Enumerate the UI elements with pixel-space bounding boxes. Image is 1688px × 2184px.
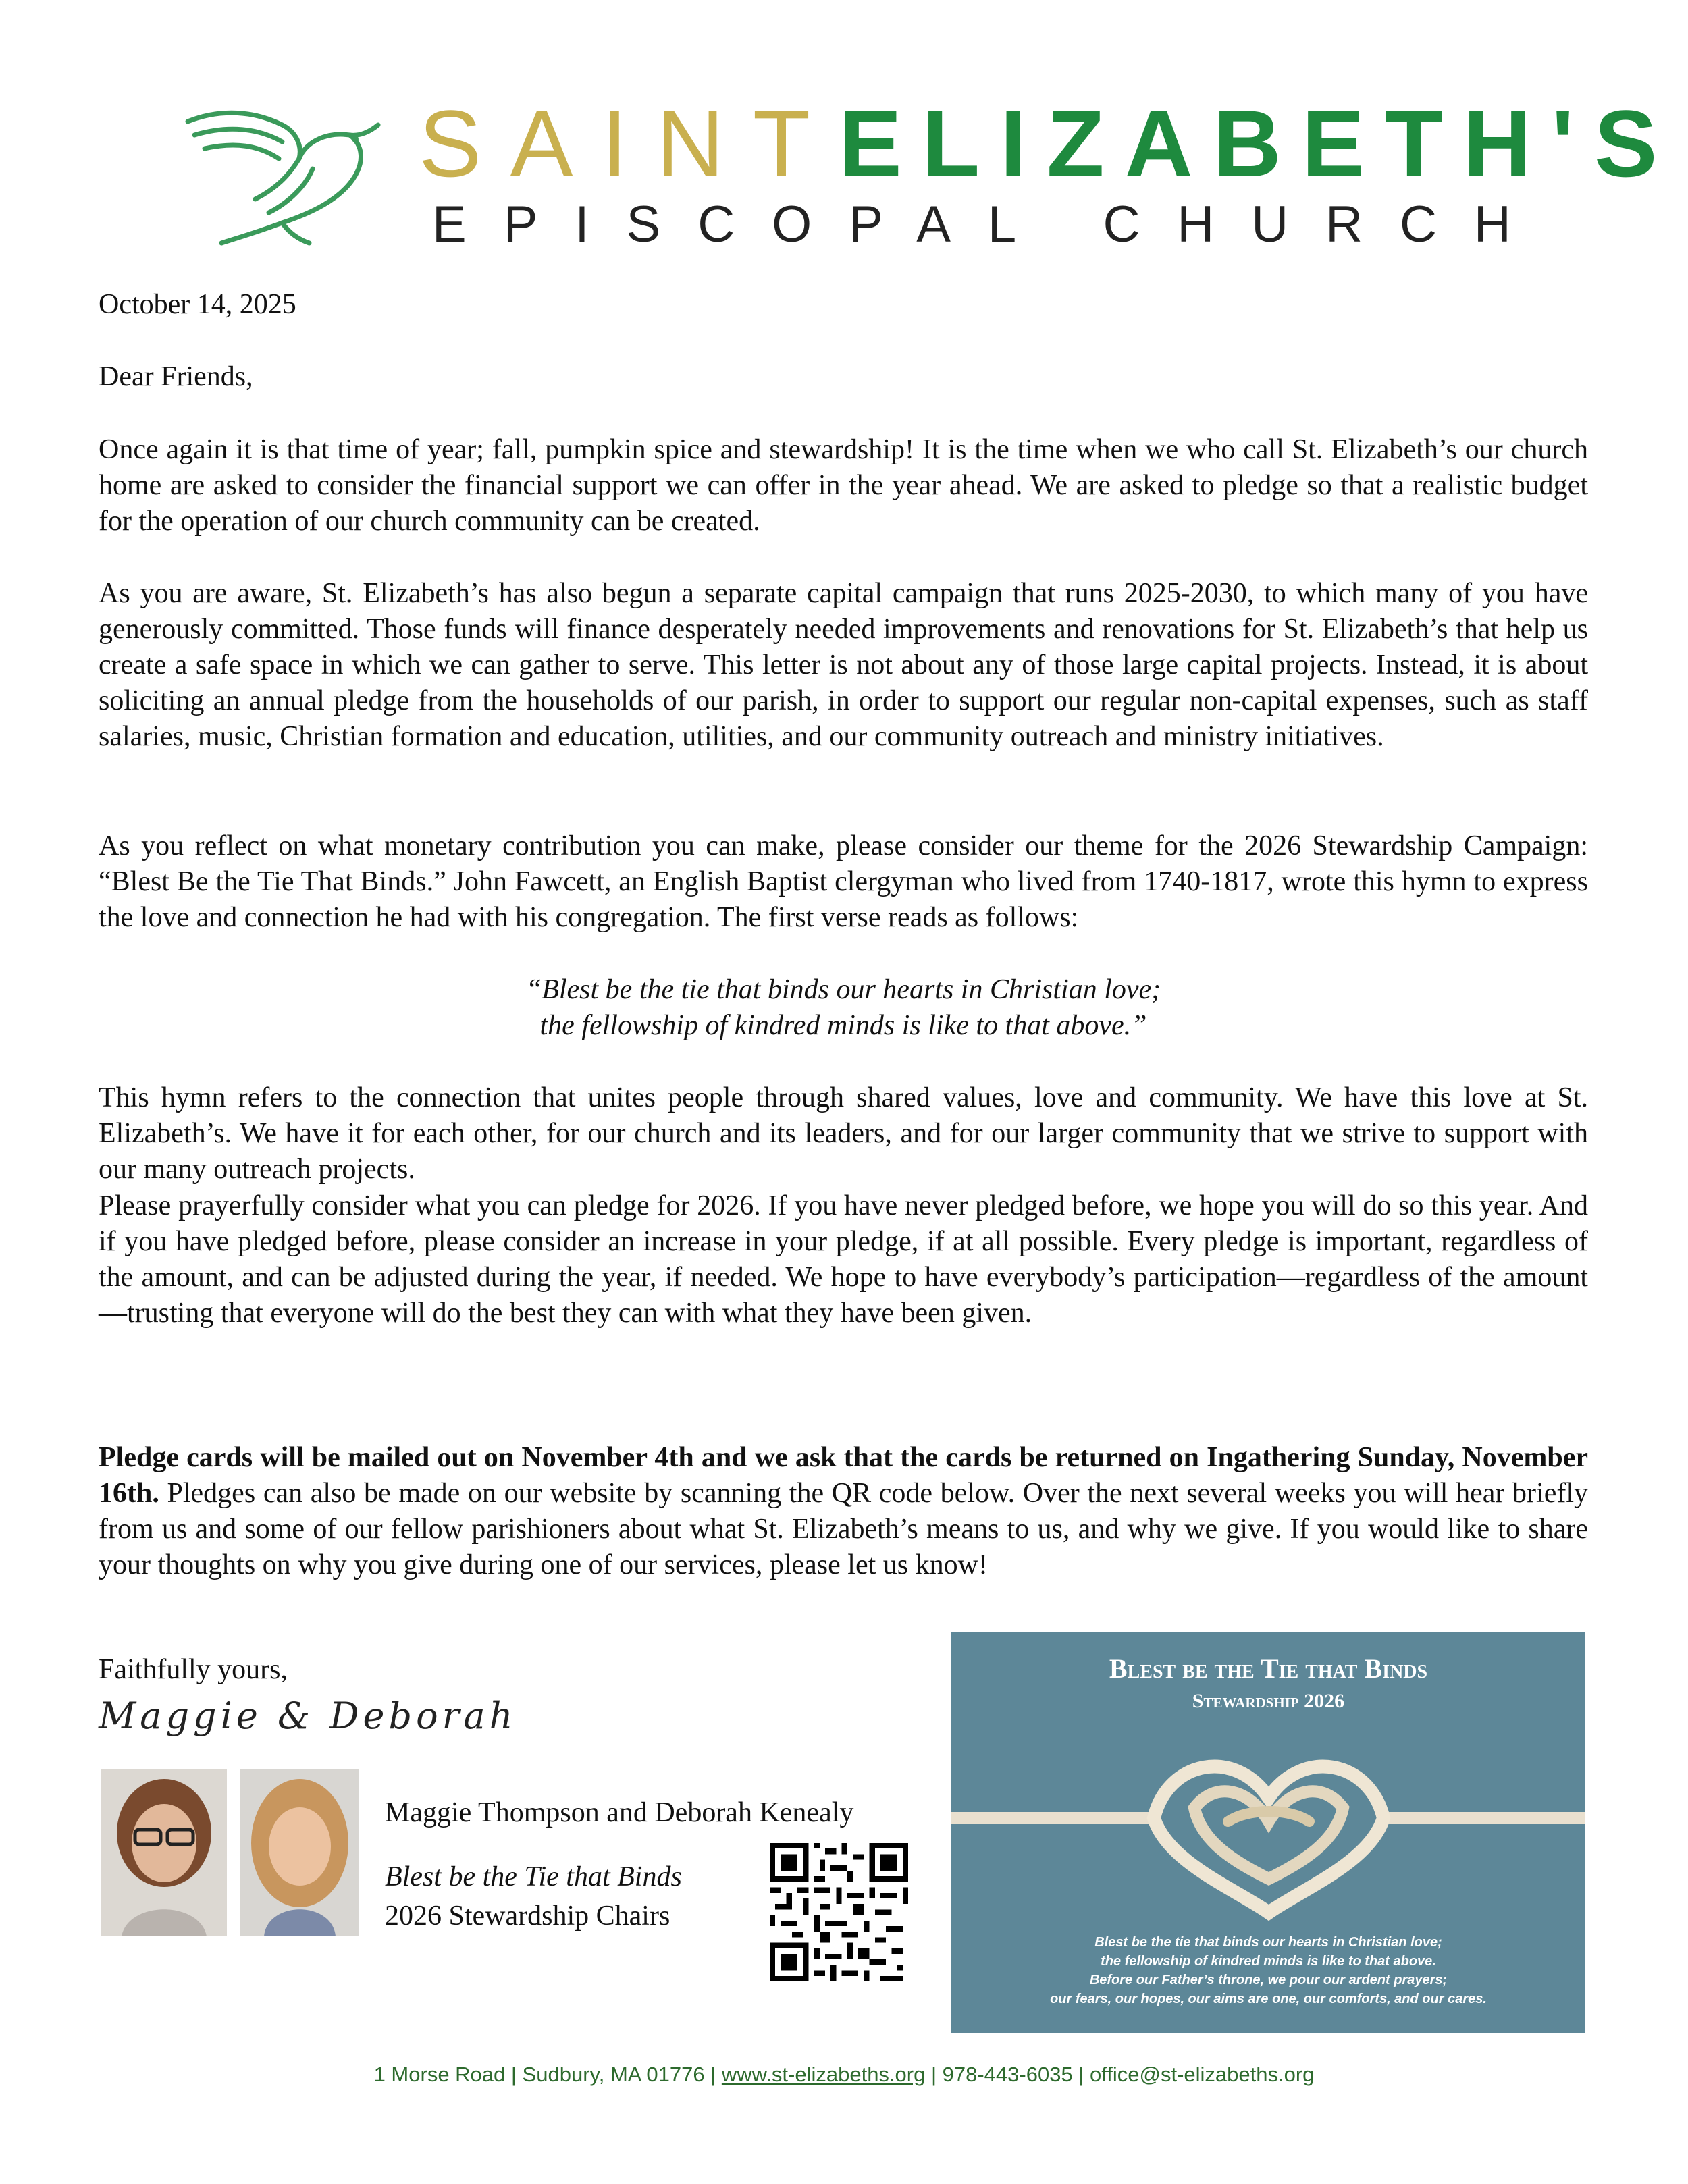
- paragraph-6: [99, 1440, 1588, 1583]
- letter-date: October 14, 2025: [99, 289, 296, 320]
- card-title: Blest be the Tie that Binds: [1109, 1653, 1428, 1684]
- footer-address: 1 Morse Road | Sudbury, MA 01776 |: [373, 2062, 722, 2086]
- card-verse-line-3: Before our Father’s throne, we pour our ardent prayers;: [1089, 1973, 1448, 1988]
- footer-website-link[interactable]: www.st-elizabeths.org: [721, 2062, 926, 2086]
- logo-elizabeths-text: ELIZABETH'S: [839, 90, 1678, 196]
- paragraph-4: This hymn refers to the connection that unites people through shared values, love and community. We have this love at St. Elizabeth’s. We have it for each other, for our church and its leaders, and for our larger community that we strive to support with our many outreach projects.: [99, 1082, 1588, 1185]
- signer-role: 2026 Stewardship Chairs: [385, 1900, 670, 1932]
- footer-contact: [0, 2062, 1688, 2087]
- photo-deborah-kenealy: [240, 1769, 359, 1936]
- campaign-theme: Blest be the Tie that Binds: [385, 1861, 682, 1892]
- logo-saint-text: SAINT: [419, 90, 839, 196]
- hymn-verse-line-2: the fellowship of kindred minds is like to that above.”: [539, 1010, 1147, 1041]
- letter-salutation: Dear Friends,: [99, 361, 253, 392]
- paragraph-1: Once again it is that time of year; fall, pumpkin spice and stewardship! It is the time when we who call St. Elizabeth’s our church home are asked to consider the financial support we can offer in the year ahead. We are asked to pledge so that a realistic budget for the operation of our church community can be created.: [99, 434, 1588, 537]
- photo-maggie-thompson: [101, 1769, 227, 1936]
- logo-episcopal-church-text: EPISCOPAL CHURCH: [432, 196, 1548, 253]
- paragraph-3: As you reflect on what monetary contribution you can make, please consider our theme for the 2026 Stewardship Campaign: “Blest Be the Tie That Binds.” John Fawcett, an English Baptist clergyman who lived from 1740-1817, wrote this hymn to express the love and connection he had with his congregation. The first verse reads as follows:: [99, 830, 1588, 933]
- signer-names: Maggie Thompson and Deborah Kenealy: [385, 1797, 854, 1828]
- pledge-dates-bold: Pledge cards will be mailed out on November 4th and we ask that the cards be returned on Ingathering Sunday, November 16th.: [99, 1442, 1588, 1509]
- card-verse-line-1: Blest be the tie that binds our hearts in Christian love;: [1094, 1935, 1442, 1950]
- card-verse-line-2: the fellowship of kindred minds is like to that above.: [1101, 1954, 1436, 1969]
- handwritten-signature: Maggie & Deborah: [99, 1695, 517, 1737]
- rope-heart-knot-icon: [951, 1734, 1585, 1923]
- stewardship-card-graphic: [951, 1632, 1585, 2033]
- pledge-qr-code[interactable]: [770, 1843, 908, 1981]
- pledge-info-text: Pledges can also be made on our website by scanning the QR code below. Over the next several weeks you will hear briefly from us and some of our fellow parishioners about what St. Elizabeth’s means to us, and why we give. If you would like to share your thoughts on why you give during one of our services, please let us know!: [99, 1478, 1588, 1580]
- hymn-verse-line-1: “Blest be the tie that binds our hearts in Christian love;: [525, 974, 1161, 1005]
- card-subtitle: Stewardship 2026: [1192, 1690, 1345, 1712]
- card-verse-line-4: our fears, our hopes, our aims are one, our comforts, and our cares.: [1050, 1992, 1487, 2006]
- card-verse-lines: [951, 1933, 1585, 2008]
- closing-text: Faithfully yours,: [99, 1654, 288, 1685]
- footer-phone-email: | 978-443-6035 | office@st-elizabeths.org: [925, 2062, 1315, 2086]
- dove-logo-icon: [181, 95, 384, 250]
- paragraph-5: Please prayerfully consider what you can pledge for 2026. If you have never pledged before, we hope you will do so this year. And if you have pledged before, please consider an increase in your pledge, if at all possible. Every pledge is important, regardless of the amount, and can be adjusted during the year, if needed. We hope to have everybody’s participation—regardless of the amount—trusting that everyone will do the best they can with what they have been given.: [99, 1190, 1588, 1329]
- paragraph-2: As you are aware, St. Elizabeth’s has also begun a separate capital campaign that runs 2025-2030, to which many of you have generously committed. Those funds will finance desperately needed improvements and renovations for St. Elizabeth’s that help us create a safe space in which we can gather to serve. This letter is not about any of those large capital projects. Instead, it is about soliciting an annual pledge from the households of our parish, in order to support our regular non-capital expenses, such as staff salaries, music, Christian formation and education, utilities, and our community outreach and ministry initiatives.: [99, 578, 1588, 752]
- church-logo-wordmark: [419, 90, 1678, 253]
